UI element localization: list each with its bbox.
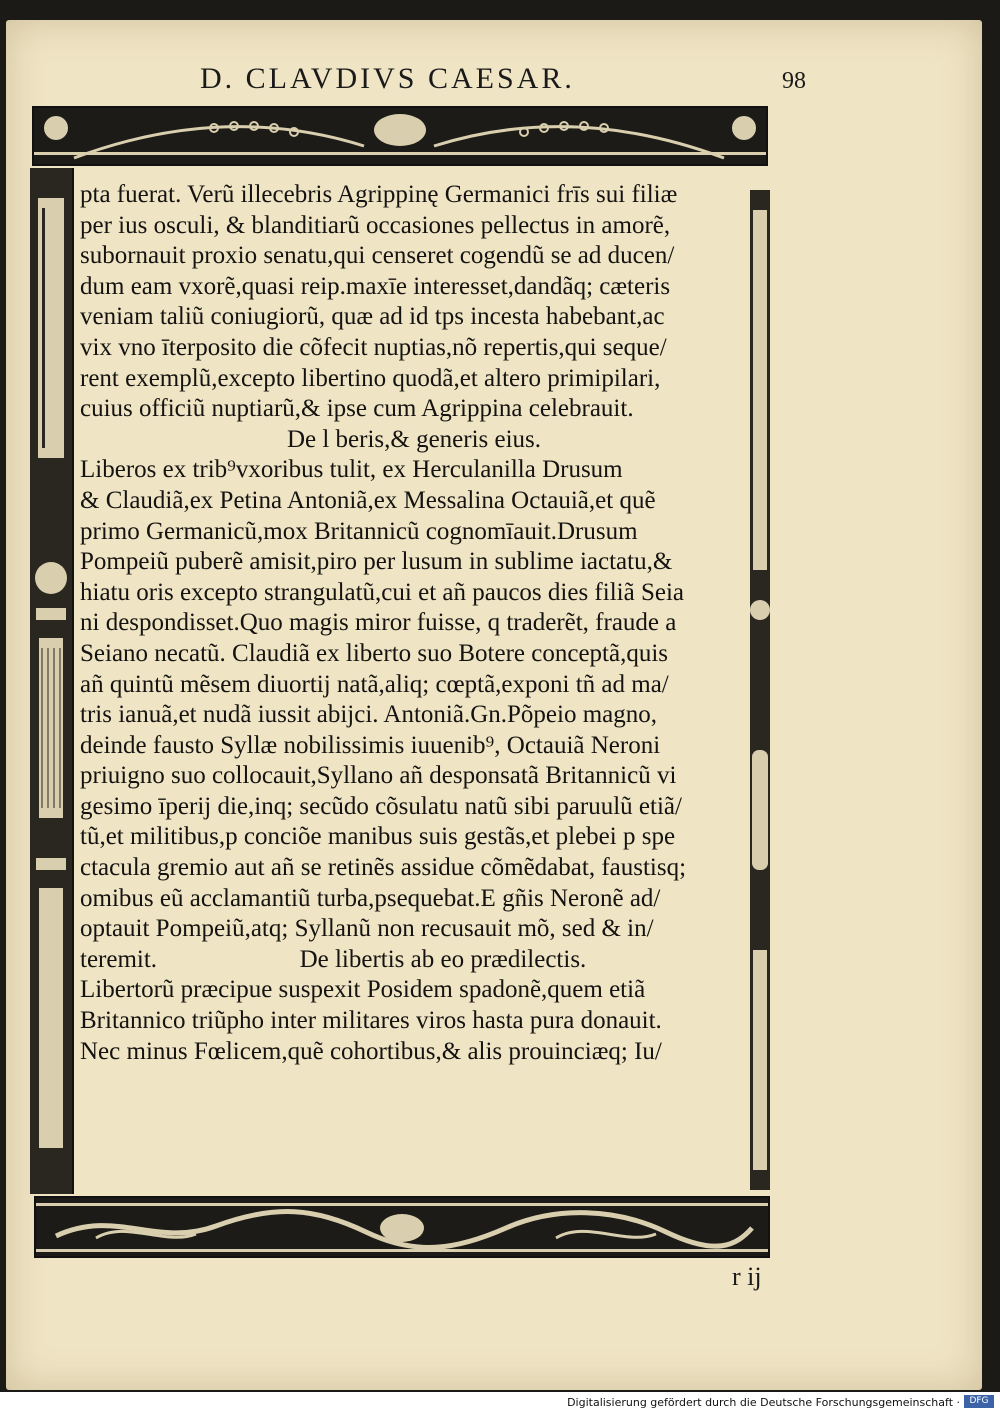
text-line: añ quintũ mẽsem diuortij natã,aliq; cœptã,exponi tñ ad ma/ [80, 670, 669, 698]
text-line: hiatu oris excepto strangulatũ,cui et añ paucos dies filiã Seia [80, 578, 684, 606]
text-line: Liberos ex trib⁹vxoribus tulit, ex Herculanilla Drusum [80, 456, 623, 484]
text-line: deinde fausto Syllæ nobilissimis iuuenib⁹, Octauiã Neroni [80, 731, 661, 759]
text-line: tris ianuã,et nudã iussit abijci. Antoniã.Gn.Põpeio magno, [80, 701, 658, 729]
text-line: ni despondisset.Quo magis miror fuisse, q traderẽt, fraude a [80, 609, 677, 637]
text-line: Seiano necatũ. Claudiã ex liberto suo Botere conceptã,quis [80, 639, 669, 667]
text-line: subornauit proxio senatu,qui censeret cogendũ se ad ducen/ [80, 242, 675, 270]
text-line: omibus eũ acclamantiũ turba,psequebat.E gñis Neronẽ ad/ [80, 884, 661, 912]
text-line: cuius officiũ nuptiarũ,& ipse cum Agrippina celebrauit. [80, 395, 634, 423]
text-line: veniam taliũ coniugiorũ, quæ ad id tps incesta habebant,ac [80, 303, 665, 331]
text-line: Nec minus Fœlicem,quẽ cohortibus,& alis prouinciæq; Iu/ [80, 1037, 662, 1065]
text-line: priuigno suo collocauit,Syllano añ desponsatã Britannicũ vi [80, 762, 677, 790]
woodcut-top-border [32, 106, 768, 166]
section-heading-freedmen: De libertis ab eo prædilectis. [299, 945, 587, 973]
section-heading-children: De l beris,& generis eius. [286, 425, 542, 453]
text-line: per ius osculi, & blanditiarũ occasiones pellectus in amorẽ, [80, 211, 671, 239]
text-line: Britannico triũpho inter militares viros hasta pura donauit. [80, 1007, 662, 1035]
funding-credit: Digitalisierung gefördert durch die Deutsche Forschungsgemeinschaft · [567, 1396, 960, 1409]
text-line-end: teremit. [80, 945, 158, 973]
main-text-block [80, 180, 748, 1067]
text-line: tũ,et militibus,p conciõe manibus suis gestãs,et plebei p spe [80, 823, 676, 851]
running-head: D. CLAVDIVS CAESAR. [200, 62, 575, 95]
text-line: optauit Pompeiũ,atq; Syllanũ non recusauit mõ, sed & in/ [80, 915, 654, 943]
text-line-with-heading [80, 945, 748, 976]
text-line: gesimo īperij die,inq; secũdo cõsulatu natũ sibi paruulũ etiã/ [80, 792, 682, 820]
text-line: vix vno īterposito die cõfecit nuptias,nõ repertis,qui seque/ [80, 333, 667, 361]
dfg-logo-icon: DFG [964, 1395, 994, 1408]
text-line: ctacula gremio aut añ se retinẽs assidue cõmẽdabat, faustisq; [80, 854, 687, 882]
text-line: primo Germanicũ,mox Britannicũ cognomīauit.Drusum [80, 517, 638, 545]
text-line: Libertorũ præcipue suspexit Posidem spadonẽ,quem etiã [80, 976, 646, 1004]
signature-mark: r ij [732, 1262, 762, 1291]
text-line: & Claudiã,ex Petina Antoniã,ex Messalina Octauiã,et quẽ [80, 486, 656, 514]
woodcut-right-pillar [748, 190, 772, 1190]
woodcut-bottom-border [34, 1196, 770, 1258]
text-line: dum eam vxorẽ,quasi reip.maxīe interesset,dandãq; cæteris [80, 272, 671, 300]
woodcut-left-pillar [30, 168, 74, 1194]
text-line: rent exemplũ,excepto libertino quodã,et altero primipilari, [80, 364, 661, 392]
text-line: pta fuerat. Verũ illecebris Agrippinę Germanici frīs sui filiæ [80, 181, 678, 208]
text-line: Pompeiũ puberẽ amisit,piro per lusum in sublime iactatu,& [80, 548, 673, 576]
folio-number: 98 [782, 68, 806, 94]
